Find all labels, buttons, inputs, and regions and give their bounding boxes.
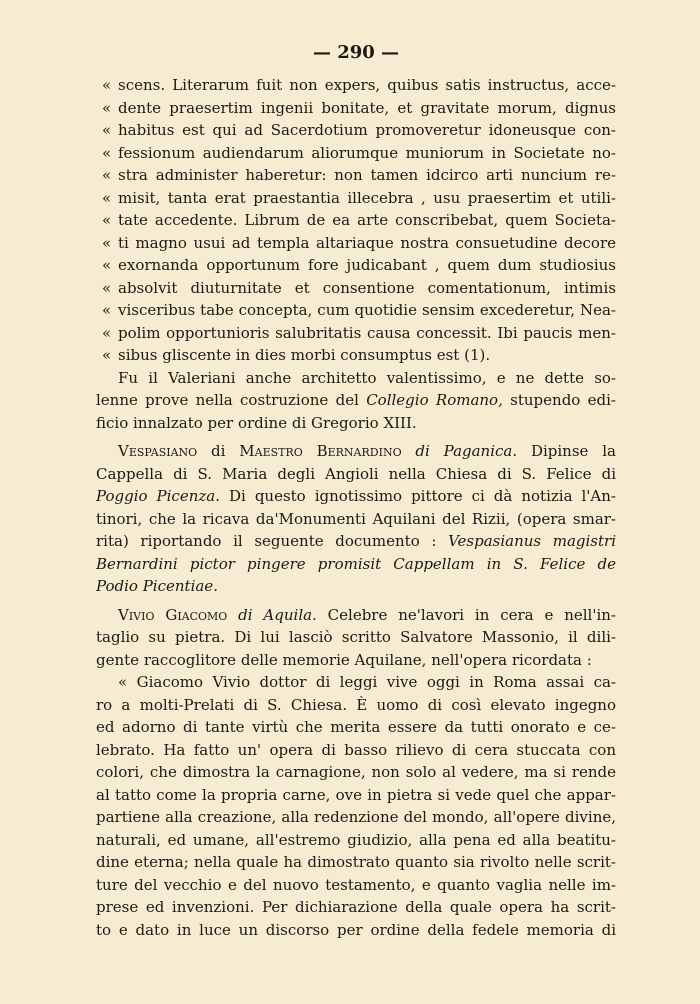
line-text: polim opportunioris salubritatis causa concessit. Ibi paucis men- xyxy=(118,323,616,342)
text-line: dine eterna; nella quale ha dimostrato quanto sia rivolto nelle scrit- xyxy=(96,853,616,871)
line-text: exornanda opportunum fore judicabant , quem dum studiosius xyxy=(118,256,616,274)
text-line: colori, che dimostra la carnagione, non solo al vedere, ma si rende xyxy=(96,763,616,781)
italian-quotation xyxy=(96,671,616,941)
text-line xyxy=(96,671,616,694)
text-line xyxy=(96,485,616,508)
text-line: naturali, ed umane, all'estremo giudizio, alla pena ed alla beatitu- xyxy=(96,830,616,849)
line-text: visceribus tabe concepta, cum quotidie sensim excederetur, Nea- xyxy=(118,301,616,319)
italic-text: Poggio Picenza. xyxy=(96,487,220,505)
entry-name: Vespasiano xyxy=(118,442,198,460)
text-line xyxy=(96,164,616,187)
text-line: prese ed invenzioni. Per dichiarazione della quale opera ha scrit- xyxy=(96,898,616,916)
text-line xyxy=(96,187,616,210)
italic-text: Vespasianus magistri xyxy=(448,532,616,550)
guillemet: « xyxy=(102,256,112,274)
text-line xyxy=(96,232,616,255)
italic-text: Collegio Romano, xyxy=(366,391,503,409)
text-line: ficio innalzato per ordine di Gregorio XIII. xyxy=(96,413,417,432)
line-text: tate accedente. Librum de ea arte conscribebat, quem Societa- xyxy=(118,211,616,229)
text-line xyxy=(96,74,616,97)
guillemet: « xyxy=(102,233,112,252)
guillemet: « xyxy=(102,278,112,297)
paragraph-vivio xyxy=(96,604,616,672)
small-caps-text: Maestro Bernardino xyxy=(239,442,402,460)
paragraph-valeriani xyxy=(96,367,616,435)
guillemet: « xyxy=(102,211,112,229)
latin-quotation xyxy=(96,74,616,367)
text-line: ed adorno di tante virtù che merita essere da tutti onorato e ce- xyxy=(96,718,616,736)
line-text: lenne prove nella costruzione del xyxy=(96,391,367,409)
text-line: to e dato in luce un discorso per ordine della fedele memoria di xyxy=(96,920,616,939)
line-text: dente praesertim ingenii bonitate, et gravitate morum, dignus xyxy=(118,98,616,117)
text-line xyxy=(96,97,616,120)
guillemet: « xyxy=(102,76,112,94)
text-line xyxy=(96,530,616,553)
guillemet: « xyxy=(102,323,112,342)
text-line xyxy=(96,254,616,277)
text-line: al tatto come la propria carne, ove in pietra si vede quel che appar- xyxy=(96,785,616,804)
text-line: Podio Picentiae. xyxy=(96,577,218,595)
line-text: rita) riportando il seguente documento : xyxy=(96,532,449,550)
line-text: di xyxy=(197,442,240,460)
text-line xyxy=(96,440,616,463)
line-text: ti magno usui ad templa altariaque nostra consuetudine decore xyxy=(118,233,616,252)
text-line xyxy=(96,119,616,142)
guillemet: « xyxy=(102,121,112,139)
text-line: Bernardini pictor pingere promisit Cappellam in S. Felice de xyxy=(96,554,616,573)
line-text: stra administer haberetur: non tamen idcirco arti nuncium re- xyxy=(118,166,616,184)
line-text: habitus est qui ad Sacerdotium promoveretur idoneusque con- xyxy=(118,121,616,139)
text-line xyxy=(96,142,616,165)
italic-text: di Aquila. xyxy=(227,605,317,624)
text-line xyxy=(96,344,616,367)
line-text: scens. Literarum fuit non expers, quibus satis instructus, acce- xyxy=(118,76,616,94)
line-text: fessionum audiendarum aliorumque muniorum in Societate no- xyxy=(118,143,616,162)
line-text: Di questo ignotissimo pittore ci dà notizia l'An- xyxy=(220,487,616,505)
line-text: misit, tanta erat praestantia illecebra , usu praesertim et utili- xyxy=(118,188,616,207)
guillemet: « xyxy=(102,98,112,117)
guillemet: « xyxy=(102,166,112,184)
page-number: — 290 — xyxy=(312,42,400,63)
text-line xyxy=(96,604,616,627)
text-line: Fu il Valeriani anche architetto valentissimo, e ne dette so- xyxy=(118,368,616,387)
line-text: sibus gliscente in dies morbi consumptus est (1). xyxy=(118,346,491,364)
guillemet: « xyxy=(102,188,112,207)
paragraph-vespasiano xyxy=(96,440,616,598)
italic-text: di Paganica. xyxy=(401,442,518,460)
guillemet: « xyxy=(102,346,112,364)
line-text: Celebre ne'lavori in cera e nell'in- xyxy=(316,605,616,624)
text-line: lebrato. Ha fatto un' opera di basso rilievo di cera stuccata con xyxy=(96,740,616,759)
text-line: partiene alla creazione, alla redenzione del mondo, all'opere divine, xyxy=(96,808,616,826)
line-text: Giacomo Vivio dottor di leggi vive oggi in Roma assai ca- xyxy=(136,673,616,691)
text-line: ro a molti-Prelati di S. Chiesa. È uomo di così elevato ingegno xyxy=(96,695,616,714)
text-line xyxy=(96,389,616,412)
line-text: stupendo edi- xyxy=(502,391,616,409)
line-text: absolvit diuturnitate et consentione comentationum, intimis xyxy=(118,278,616,297)
text-line xyxy=(96,209,616,232)
text-line: taglio su pietra. Di lui lasciò scritto Salvatore Massonio, il dili- xyxy=(96,628,616,646)
text-line xyxy=(96,322,616,345)
line-text: Dipinse la xyxy=(517,442,616,460)
text-line: ture del vecchio e del nuovo testamento, e quanto vaglia nelle im- xyxy=(96,875,616,894)
entry-name: Vivio Giacomo xyxy=(118,605,228,624)
text-line xyxy=(96,277,616,300)
guillemet: « xyxy=(102,143,112,162)
guillemet: « xyxy=(102,301,112,319)
text-line: tinori, che la ricava da'Monumenti Aquilani del Rizii, (opera smar- xyxy=(96,509,616,528)
text-line: gente raccoglitore delle memorie Aquilane, nell'opera ricordata : xyxy=(96,650,592,669)
text-line: Cappella di S. Maria degli Angioli nella Chiesa di S. Felice di xyxy=(96,464,616,483)
text-line xyxy=(96,299,616,322)
guillemet: « xyxy=(118,673,128,691)
